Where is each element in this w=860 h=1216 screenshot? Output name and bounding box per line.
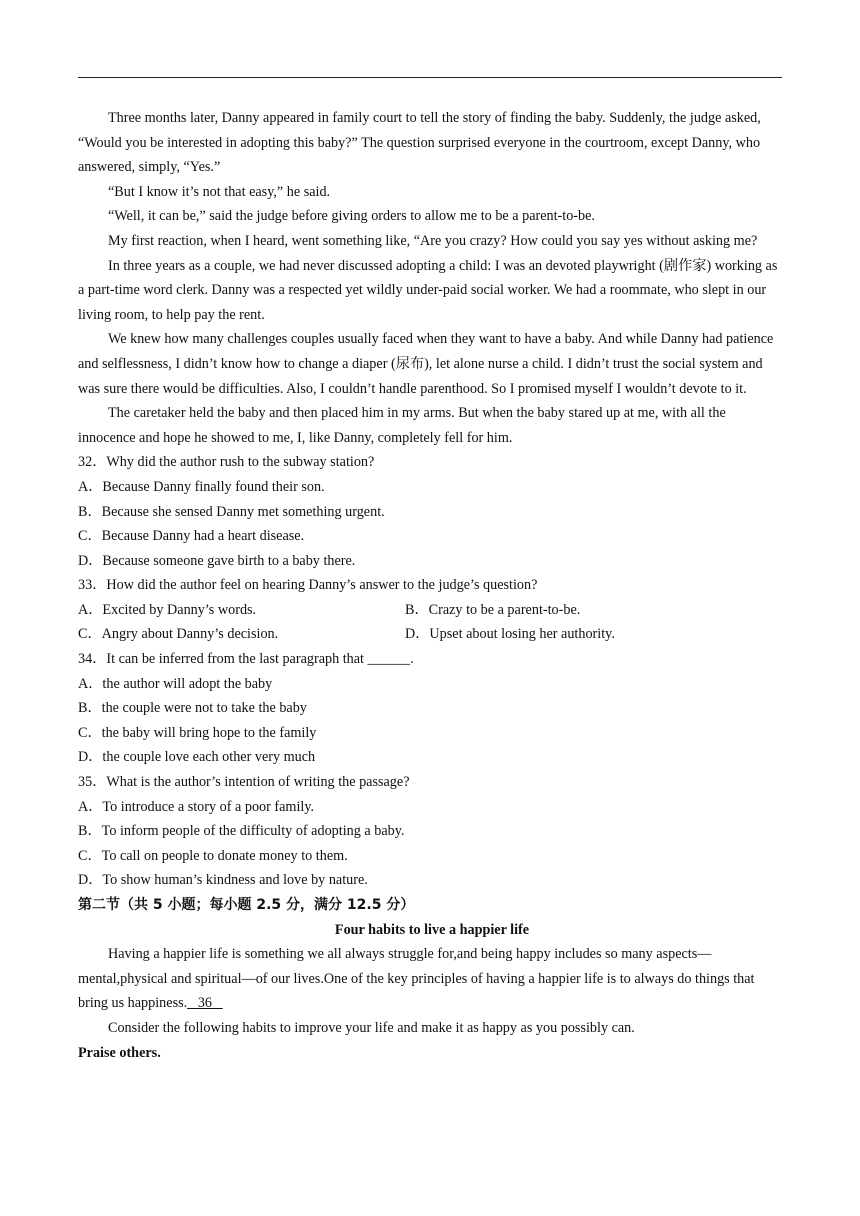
question-35-option-d: D．To show human’s kindness and love by nature. [78, 872, 368, 889]
paragraph-7: The caretaker held the baby and then placed him in my arms. But when the baby stared up at me, with all the innocence and hope he showed to me, I, like Danny, completely fell for him. [78, 405, 726, 446]
paragraph-5: In three years as a couple, we had never discussed adopting a child: I was an devoted playwright (剧作家) working as a part-time word clerk. Danny was a respected yet wildly under-paid social worker. We had a roommate, who slept in our living room, to help pay the rent. [78, 257, 778, 323]
question-33-options-row-1 [78, 598, 786, 623]
paragraph-4: My first reaction, when I heard, went something like, “Are you crazy? How could you say yes without asking me? [108, 232, 758, 249]
subheading-praise-others: Praise others. [78, 1044, 161, 1061]
question-33-options-row-2 [78, 622, 786, 647]
question-32-option-a: A．Because Danny finally found their son. [78, 478, 325, 495]
section2-paragraph-1 [78, 942, 786, 1016]
question-33-option-c: C．Angry about Danny’s decision. [78, 626, 279, 643]
section2-paragraph-2: Consider the following habits to improve your life and make it as happy as you possibly can. [108, 1019, 635, 1036]
header-rule [78, 77, 782, 78]
question-33-stem: 33．How did the author feel on hearing Danny’s answer to the judge’s question? [78, 577, 538, 594]
question-34-stem: 34．It can be inferred from the last paragraph that ______. [78, 651, 414, 668]
question-34-option-b: B．the couple were not to take the baby [78, 700, 307, 717]
question-32-option-c: C．Because Danny had a heart disease. [78, 528, 305, 545]
question-32-option-b: B．Because she sensed Danny met something urgent. [78, 503, 385, 520]
question-34-option-c: C．the baby will bring hope to the family [78, 724, 317, 741]
question-35-stem: 35．What is the author’s intention of writing the passage? [78, 774, 410, 791]
passage-title: Four habits to live a happier life [334, 921, 530, 938]
question-35-option-c: C．To call on people to donate money to them. [78, 847, 348, 864]
section-heading: 第二节（共 5 小题；每小题 2.5 分，满分 12.5 分） [78, 897, 415, 913]
blank-36: 36 [187, 995, 223, 1012]
paragraph-1: Three months later, Danny appeared in family court to tell the story of finding the baby. Suddenly, the judge asked, “Would you be interested in adopting this baby?” The question surprised everyone in the courtroom, except Danny, who answered, simply, “Yes.” [78, 110, 761, 176]
question-34-option-d: D．the couple love each other very much [78, 749, 316, 766]
paragraph-3: “Well, it can be,” said the judge before giving orders to allow me to be a parent-to-be. [108, 208, 595, 225]
question-33-option-a: A．Excited by Danny’s words. [78, 601, 257, 618]
question-35-option-a: A．To introduce a story of a poor family. [78, 798, 315, 815]
question-32-option-d: D．Because someone gave birth to a baby there. [78, 552, 356, 569]
document-body [78, 106, 786, 1065]
question-34-option-a: A．the author will adopt the baby [78, 675, 273, 692]
question-33-option-d: D．Upset about losing her authority. [405, 626, 615, 643]
section2-paragraph-1-text: Having a happier life is something we all always struggle for,and being happy includes so many aspects—mental,physical and spiritual—of our lives.One of the key principles of having a happier life is to always do things that bring us happiness. [78, 946, 755, 1012]
paragraph-6: We knew how many challenges couples usually faced when they want to have a baby. And while Danny had patience and selflessness, I didn’t know how to change a diaper (尿布), let alone nurse a child. I didn’t trust the social system and was sure there would be difficulties. Also, I couldn’t handle parenthood. So I promised myself I wouldn’t devote to it. [78, 331, 774, 397]
question-35-option-b: B．To inform people of the difficulty of adopting a baby. [78, 823, 405, 840]
question-32-stem: 32．Why did the author rush to the subway station? [78, 454, 375, 471]
question-33-option-b: B．Crazy to be a parent-to-be. [405, 601, 581, 618]
paragraph-2: “But I know it’s not that easy,” he said. [108, 183, 331, 200]
